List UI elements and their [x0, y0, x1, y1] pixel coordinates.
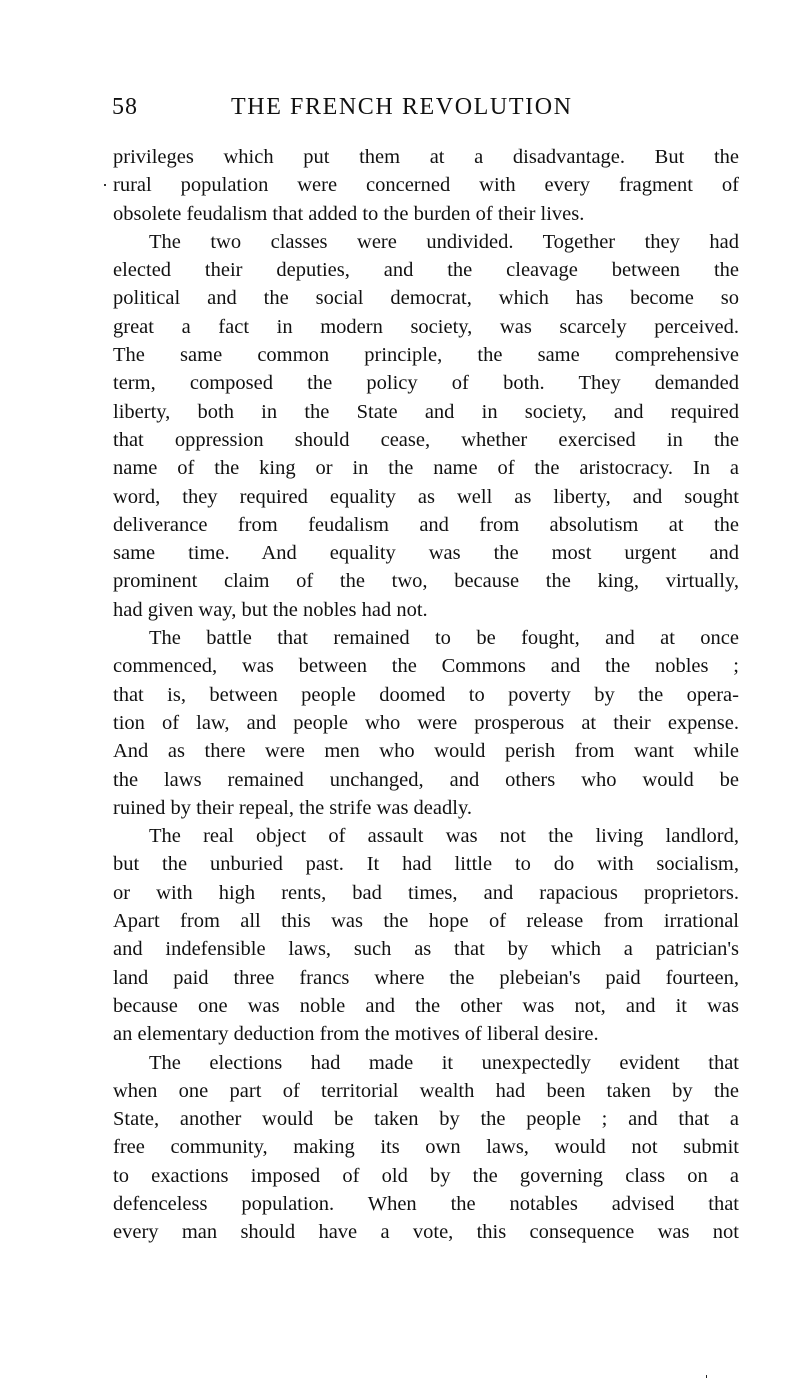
text-line: that is, between people doomed to poverty by the opera-: [113, 683, 739, 706]
text-line: rural population were concerned with every fragment of: [113, 174, 739, 197]
text-line: term, composed the policy of both. They demanded: [113, 372, 739, 395]
text-line: obsolete feudalism that added to the burden of their lives.: [113, 202, 585, 225]
text-line: same time. And equality was the most urgent and: [113, 542, 739, 565]
text-line: deliverance from feudalism and from absolutism at the: [113, 513, 739, 536]
text-line: had given way, but the nobles had not.: [113, 598, 428, 621]
text-line: when one part of territorial wealth had been taken by the: [113, 1079, 739, 1102]
text-line: word, they required equality as well as liberty, and sought: [113, 485, 739, 508]
text-line: tion of law, and people who were prosperous at their expense.: [113, 711, 739, 734]
paragraph: [113, 228, 739, 624]
body-text: [113, 143, 739, 1247]
text-line: that oppression should cease, whether exercised in the: [113, 428, 739, 451]
margin-speck: [104, 184, 106, 186]
text-line: And as there were men who would perish from want while: [113, 740, 739, 763]
text-line: political and the social democrat, which has become so: [113, 287, 739, 310]
text-line: the laws remained unchanged, and others who would be: [113, 768, 739, 791]
text-line: The battle that remained to be fought, and at once: [149, 627, 739, 650]
text-line: an elementary deduction from the motives of liberal desire.: [113, 1023, 599, 1046]
running-head: [112, 90, 738, 124]
text-line: commenced, was between the Commons and the nobles ;: [113, 655, 739, 678]
text-line: land paid three francs where the plebeian's paid fourteen,: [113, 966, 739, 989]
text-line: elected their deputies, and the cleavage between the: [113, 259, 739, 282]
running-title: THE FRENCH REVOLUTION: [231, 94, 573, 120]
text-line: privileges which put them at a disadvantage. But the: [113, 146, 739, 168]
text-line: defenceless population. When the notables advised that: [113, 1192, 739, 1215]
paragraph: [113, 624, 739, 822]
scan-speck: [706, 1375, 707, 1378]
text-line: every man should have a vote, this consequence was not: [113, 1221, 739, 1244]
text-line: prominent claim of the two, because the king, virtually,: [113, 570, 739, 593]
text-line: free community, making its own laws, would not submit: [113, 1136, 739, 1159]
text-line: The two classes were undivided. Together they had: [149, 230, 739, 253]
paragraph: [113, 1049, 739, 1247]
page-number: 58: [112, 94, 138, 120]
text-line: The real object of assault was not the living landlord,: [149, 825, 739, 848]
text-line: Apart from all this was the hope of release from irrational: [113, 910, 739, 933]
text-line: but the unburied past. It had little to do with socialism,: [113, 853, 739, 876]
text-line: great a fact in modern society, was scarcely perceived.: [113, 315, 739, 338]
text-line: The same common principle, the same comprehensive: [113, 344, 739, 367]
text-line: The elections had made it unexpectedly evident that: [149, 1051, 739, 1074]
text-line: liberty, both in the State and in society, and required: [113, 400, 739, 423]
text-line: ruined by their repeal, the strife was deadly.: [113, 796, 472, 819]
text-line: or with high rents, bad times, and rapacious proprietors.: [113, 881, 739, 904]
paragraph: [113, 143, 739, 228]
text-line: name of the king or in the name of the aristocracy. In a: [113, 457, 739, 480]
text-line: to exactions imposed of old by the governing class on a: [113, 1164, 739, 1187]
text-line: because one was noble and the other was not, and it was: [113, 994, 739, 1017]
text-line: and indefensible laws, such as that by which a patrician's: [113, 938, 739, 961]
text-line: State, another would be taken by the people ; and that a: [113, 1108, 739, 1131]
paragraph: [113, 822, 739, 1048]
